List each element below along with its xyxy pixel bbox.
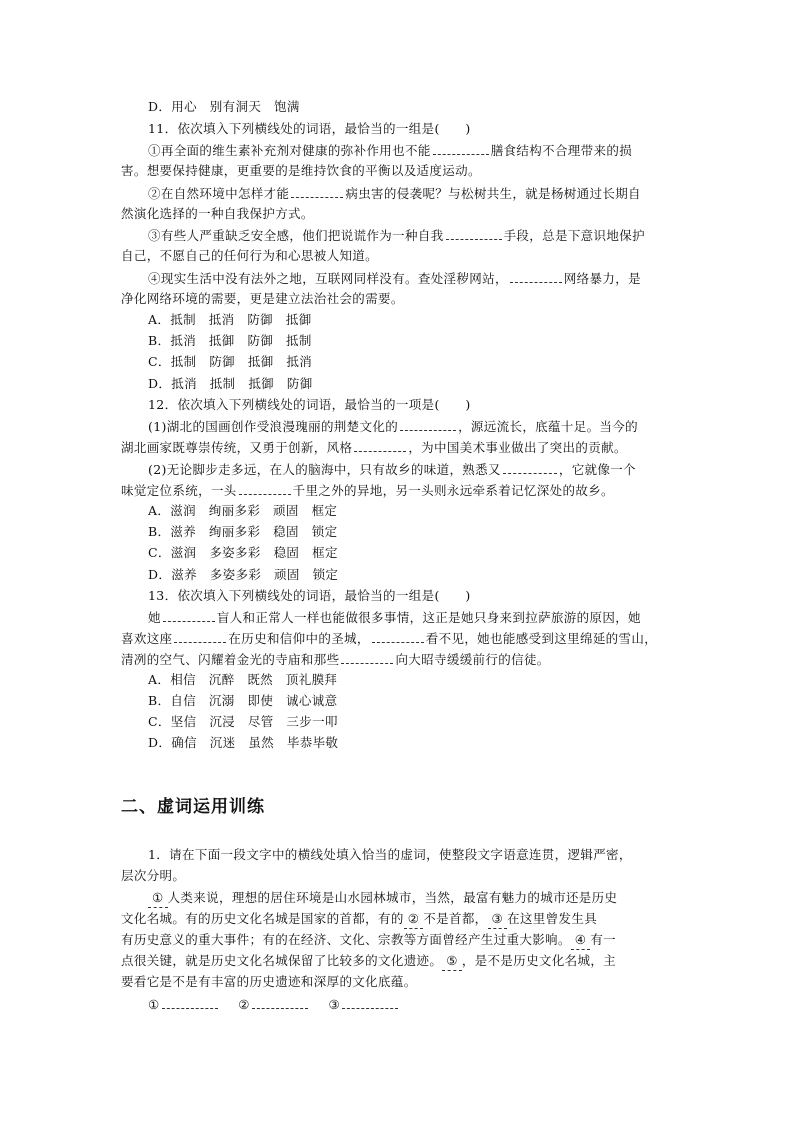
fill-blank[interactable] bbox=[503, 460, 557, 474]
text: 点很关键，就是历史文化名城保留了比较多的文化遗迹。 bbox=[121, 953, 443, 968]
fill-blank[interactable] bbox=[433, 141, 489, 155]
text: 有一 bbox=[590, 932, 617, 947]
text: 膳食结构不合理带来的损 bbox=[490, 143, 633, 158]
question-11 bbox=[148, 120, 471, 138]
q13-para-line3 bbox=[121, 650, 550, 669]
text: ，它就像一个 bbox=[558, 462, 636, 477]
q11-para1-line2 bbox=[121, 162, 481, 180]
section-title: 二、虚词运用训练 bbox=[121, 797, 265, 817]
q13-option-c bbox=[148, 713, 338, 731]
text: 千里之外的异地，另一头则永远牵系着记忆深处的故乡。 bbox=[292, 483, 614, 498]
text: 1．请在下面一段文字中的横线处填入恰当的虚词，使整段文字语意连贯，逻辑严密， bbox=[148, 847, 632, 862]
q11-option-d bbox=[148, 375, 313, 393]
fill-blank[interactable] bbox=[400, 417, 456, 431]
question-13 bbox=[148, 587, 471, 605]
answer-label-2: ② bbox=[238, 997, 250, 1012]
option-text: D．确信 沉迷 虽然 毕恭毕敬 bbox=[148, 735, 339, 750]
text: 文化名城。有的历史文化名城是国家的首都，有的 bbox=[121, 911, 404, 926]
q13-option-a bbox=[148, 671, 337, 689]
text: 人类来说，理想的居住环境是山水园林城市，当然，最富有魅力的城市还是历史 bbox=[167, 890, 618, 905]
text: 看不见，她也能感受到这里绵延的雪山， bbox=[425, 631, 658, 646]
text: 有历史意义的重大事件；有的在经济、文化、宗教等方面曾经产生过重大影响。 bbox=[121, 932, 571, 947]
text: ，是不是历史文化名城，主 bbox=[461, 953, 617, 968]
text: 在历史和信仰中的圣城， bbox=[228, 631, 370, 646]
s2-para-line4 bbox=[121, 952, 616, 971]
fill-blank[interactable] bbox=[174, 629, 226, 643]
text: 清冽的空气、闪耀着金光的寺庙和那些 bbox=[121, 652, 340, 667]
s2-para-line3 bbox=[121, 931, 616, 950]
text: 她 bbox=[148, 610, 161, 625]
text: 味觉定位系统，一头 bbox=[121, 483, 237, 498]
text: 喜欢这座 bbox=[121, 631, 173, 646]
option-text: D．抵消 抵制 抵御 防御 bbox=[148, 376, 313, 391]
s2-para-line2 bbox=[121, 910, 597, 929]
question-text: 11．依次填入下列横线处的词语，最恰当的一组是( ) bbox=[148, 121, 471, 136]
fill-blank[interactable] bbox=[446, 226, 502, 240]
answer-blank-2[interactable] bbox=[252, 995, 308, 1009]
q11-para4-line2 bbox=[121, 290, 404, 308]
text: (1)湖北的国画创作受浪漫瑰丽的荆楚文化的 bbox=[148, 419, 399, 434]
q12-option-c bbox=[148, 544, 338, 562]
q13-para-line2 bbox=[121, 629, 657, 648]
q11-para3-line2 bbox=[121, 247, 378, 265]
text: ③有些人严重缺乏安全感，他们把说谎作为一种自我 bbox=[148, 228, 444, 243]
q13-option-d bbox=[148, 734, 338, 752]
fill-blank[interactable] bbox=[341, 650, 393, 664]
question-12 bbox=[148, 396, 471, 414]
option-text: C．滋润 多姿多彩 稳固 框定 bbox=[148, 545, 338, 560]
fill-blank[interactable] bbox=[291, 184, 343, 198]
text: 不是首都， bbox=[423, 911, 488, 926]
q13-option-b bbox=[148, 692, 337, 710]
option-text: C．抵制 防御 抵御 抵消 bbox=[148, 354, 313, 369]
text: 净化网络环境的需要，更是建立法治社会的需要。 bbox=[121, 291, 404, 306]
text: ，为中国美术事业做出了突出的贡献。 bbox=[408, 440, 627, 455]
text: 网络暴力，是 bbox=[563, 271, 641, 286]
option-d-prev bbox=[148, 98, 300, 116]
answer-label-3: ③ bbox=[328, 997, 340, 1012]
text: 然演化选择的一种自我保护方式。 bbox=[121, 206, 314, 221]
text: (2)无论脚步走多远，在人的脑海中，只有故乡的味道，熟悉又 bbox=[148, 462, 501, 477]
q12-option-b bbox=[148, 523, 337, 541]
option-text: B．自信 沉溺 即使 诚心诚意 bbox=[148, 693, 338, 708]
option-text: A．相信 沉醉 既然 顶礼膜拜 bbox=[148, 672, 338, 687]
q11-option-a bbox=[148, 311, 312, 329]
fill-blank[interactable] bbox=[372, 629, 424, 643]
fill-blank[interactable] bbox=[239, 481, 291, 495]
question-text: 12．依次填入下列横线处的词语，最恰当的一项是( ) bbox=[148, 397, 471, 412]
blank-3[interactable]: ③ bbox=[488, 910, 508, 929]
option-text: B．抵消 抵御 防御 抵制 bbox=[148, 333, 312, 348]
q12-option-d bbox=[148, 566, 338, 584]
q11-para2-line1 bbox=[148, 184, 641, 203]
q12-option-a bbox=[148, 502, 337, 520]
text: 害。想要保持健康，更重要的是维持饮食的平衡以及适度运动。 bbox=[121, 163, 481, 178]
q13-para-line1 bbox=[148, 608, 641, 627]
text: ④现实生活中没有法外之地，互联网同样没有。查处淫秽网站， bbox=[148, 271, 508, 286]
q12-para1-line2 bbox=[121, 438, 627, 457]
answer-line bbox=[148, 995, 400, 1014]
fill-blank[interactable] bbox=[163, 608, 215, 622]
text: 病虫害的侵袭呢？与松树共生，就是杨树通过长期自 bbox=[345, 186, 641, 201]
answer-label-1: ① bbox=[148, 997, 160, 1012]
option-text: D．用心 别有洞天 饱满 bbox=[148, 99, 300, 114]
blank-2[interactable]: ② bbox=[404, 910, 424, 929]
blank-5[interactable]: ⑤ bbox=[442, 952, 462, 971]
blank-1[interactable]: ① bbox=[148, 889, 168, 908]
q12-para1-line1 bbox=[148, 417, 638, 436]
text: ②在自然环境中怎样才能 bbox=[148, 186, 290, 201]
s2-q1-line2 bbox=[121, 867, 185, 885]
fill-blank[interactable] bbox=[510, 269, 562, 283]
text: 湖北画家既尊崇传统，又勇于创新，风格 bbox=[121, 440, 353, 455]
answer-blank-1[interactable] bbox=[162, 995, 218, 1009]
text: 要看它是不是有丰富的历史遗迹和深厚的文化底蕴。 bbox=[121, 974, 417, 989]
text: 盲人和正常人一样也能做很多事情，这正是她只身来到拉萨旅游的原因，她 bbox=[216, 610, 641, 625]
q11-option-c bbox=[148, 353, 312, 371]
fill-blank[interactable] bbox=[354, 438, 406, 452]
s2-q1-line1 bbox=[148, 846, 632, 864]
text: 手段，总是下意识地保护 bbox=[503, 228, 645, 243]
blank-4[interactable]: ④ bbox=[571, 931, 591, 950]
q11-para4-line1 bbox=[148, 269, 641, 288]
q11-para1-line1 bbox=[148, 141, 632, 160]
q12-para2-line1 bbox=[148, 460, 636, 479]
text: ，源远流长，底蕴十足。当今的 bbox=[458, 419, 638, 434]
s2-para-line5 bbox=[121, 973, 417, 991]
answer-blank-3[interactable] bbox=[342, 995, 398, 1009]
s2-para-line1 bbox=[148, 889, 617, 908]
text: ①再全面的维生素补充剂对健康的弥补作用也不能 bbox=[148, 143, 431, 158]
q11-para2-line2 bbox=[121, 205, 314, 223]
text: 向大昭寺缓缓前行的信徒。 bbox=[395, 652, 550, 667]
option-text: D．滋养 多姿多彩 顽固 锁定 bbox=[148, 567, 339, 582]
text: 在这里曾发生具 bbox=[507, 911, 598, 926]
text: 层次分明。 bbox=[121, 868, 186, 883]
option-text: A．滋润 绚丽多彩 顽固 框定 bbox=[148, 503, 338, 518]
q12-para2-line2 bbox=[121, 481, 614, 500]
q11-para3-line1 bbox=[148, 226, 645, 245]
option-text: C．坚信 沉浸 尽管 三步一叩 bbox=[148, 714, 338, 729]
text: 自己，不愿自己的任何行为和心思被人知道。 bbox=[121, 248, 379, 263]
q11-option-b bbox=[148, 332, 312, 350]
option-text: B．滋养 绚丽多彩 稳固 锁定 bbox=[148, 524, 338, 539]
option-text: A．抵制 抵消 防御 抵御 bbox=[148, 312, 312, 327]
question-text: 13．依次填入下列横线处的词语，最恰当的一组是( ) bbox=[148, 588, 471, 603]
